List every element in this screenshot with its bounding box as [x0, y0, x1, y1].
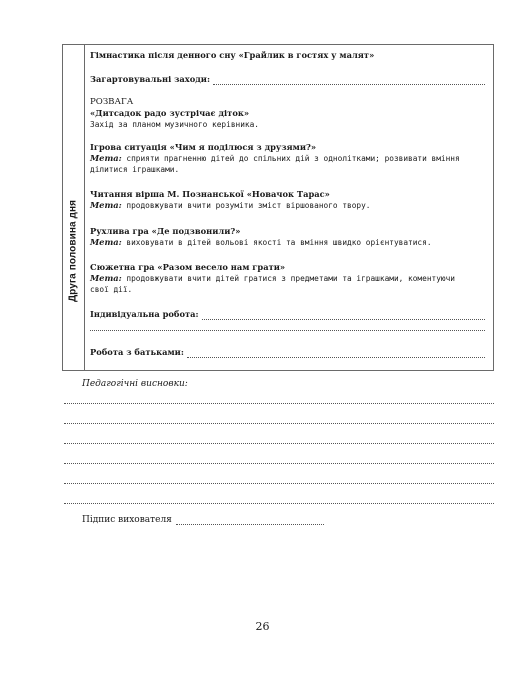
- parents-dots: [187, 349, 485, 358]
- hardening-label: Загартовувальні заходи:: [90, 74, 211, 84]
- reading-title: Читання вірша М. Познанської «Новачок Тарас»: [90, 189, 330, 199]
- plot-game-goal-label: Мета:: [90, 273, 122, 283]
- entertainment-title: РОЗВАГА: [90, 97, 134, 107]
- plan-table: [62, 44, 494, 371]
- signature-row: [82, 515, 324, 525]
- mobile-game-title: Рухлива гра «Де подзвонили?»: [90, 226, 241, 236]
- entertainment-name: «Дитсадок радо зустрічає діток»: [90, 108, 250, 118]
- game-situation-block: [90, 142, 485, 175]
- mobile-game-goal: виховувати в дітей вольові якості та вміння швидко орієнтуватися.: [126, 238, 432, 247]
- parents-label: Робота з батьками:: [90, 347, 184, 357]
- reading-goal: продовжувати вчити розуміти зміст віршованого твору.: [126, 201, 371, 210]
- conclusions-label: Педагогічні висновки:: [82, 379, 188, 389]
- conclusions-line-4: [64, 463, 494, 464]
- individual-work-extra-line: [90, 330, 485, 331]
- conclusions-line-6: [64, 503, 494, 504]
- plot-game-title: Сюжетна гра «Разом весело нам грати»: [90, 262, 286, 272]
- entertainment-block: [90, 97, 485, 130]
- individual-work-label: Індивідуальна робота:: [90, 309, 199, 319]
- conclusions-line-1: [64, 403, 494, 404]
- game-situation-title: Ігрова ситуація «Чим я поділюся з друзями?»: [90, 142, 317, 152]
- parents-row: [90, 347, 485, 358]
- gymnastics-block: [90, 50, 485, 61]
- signature-label: Підпис вихователя: [82, 515, 172, 525]
- plot-game-goal-line2: свої дії.: [90, 285, 133, 294]
- hardening-dots: [213, 76, 485, 85]
- side-label: Друга половина дня: [67, 199, 79, 303]
- conclusions-line-3: [64, 443, 494, 444]
- table-content: [90, 45, 485, 370]
- individual-work-row: [90, 309, 485, 320]
- side-column: [63, 45, 85, 370]
- mobile-game-block: [90, 226, 485, 248]
- game-situation-goal-line1: сприяти прагненню дітей до спільних дій з однолітками; розвивати вміння: [126, 154, 460, 163]
- conclusions-line-5: [64, 483, 494, 484]
- hardening-row: [90, 74, 485, 85]
- plot-game-block: [90, 262, 485, 295]
- page-number: 26: [255, 620, 270, 633]
- reading-block: [90, 189, 485, 211]
- gymnastics-title: Гімнастика після денного сну «Грайлик в гостях у малят»: [90, 50, 375, 60]
- game-situation-goal-line2: ділитися іграшками.: [90, 165, 180, 174]
- individual-work-dots: [202, 311, 485, 320]
- conclusions-line-2: [64, 423, 494, 424]
- mobile-game-goal-label: Мета:: [90, 237, 122, 247]
- plot-game-goal-line1: продовжувати вчити дітей гратися з предметами та іграшками, коментуючи: [126, 274, 455, 283]
- reading-goal-label: Мета:: [90, 200, 122, 210]
- signature-line: [176, 515, 324, 525]
- entertainment-description: Захід за планом музичного керівника.: [90, 120, 259, 129]
- game-situation-goal-label: Мета:: [90, 153, 122, 163]
